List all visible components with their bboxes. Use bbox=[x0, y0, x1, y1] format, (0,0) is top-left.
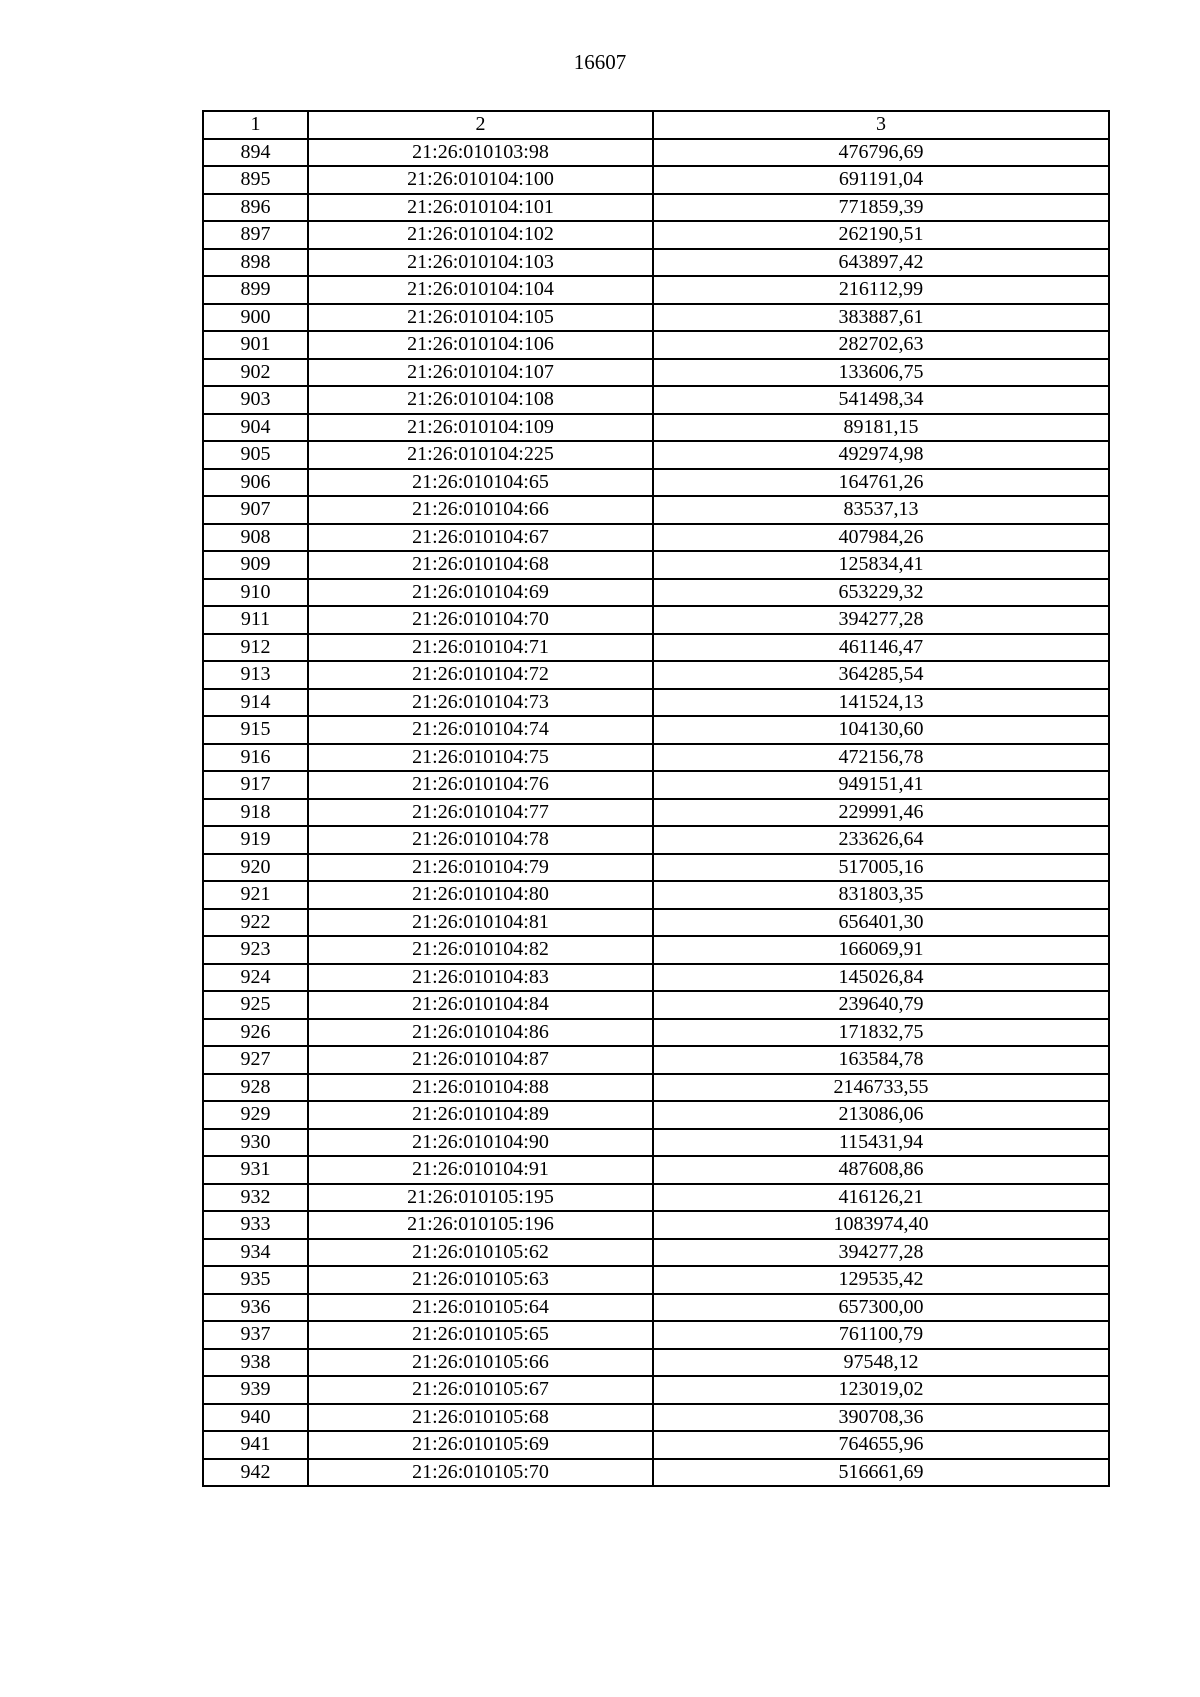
value-cell: 691191,04 bbox=[653, 166, 1109, 194]
value-cell: 141524,13 bbox=[653, 689, 1109, 717]
row-number-cell: 936 bbox=[203, 1294, 308, 1322]
data-table bbox=[202, 110, 1110, 1487]
table-row bbox=[203, 936, 1109, 964]
value-cell: 164761,26 bbox=[653, 469, 1109, 497]
value-cell: 476796,69 bbox=[653, 139, 1109, 167]
row-number-cell: 925 bbox=[203, 991, 308, 1019]
value-cell: 213086,06 bbox=[653, 1101, 1109, 1129]
cadastral-number-cell: 21:26:010104:106 bbox=[308, 331, 653, 359]
value-cell: 831803,35 bbox=[653, 881, 1109, 909]
value-cell: 643897,42 bbox=[653, 249, 1109, 277]
cadastral-number-cell: 21:26:010104:76 bbox=[308, 771, 653, 799]
value-cell: 394277,28 bbox=[653, 606, 1109, 634]
row-number-cell: 942 bbox=[203, 1459, 308, 1487]
row-number-cell: 903 bbox=[203, 386, 308, 414]
value-cell: 2146733,55 bbox=[653, 1074, 1109, 1102]
row-number-cell: 909 bbox=[203, 551, 308, 579]
table-row bbox=[203, 1239, 1109, 1267]
value-cell: 761100,79 bbox=[653, 1321, 1109, 1349]
table-row bbox=[203, 1376, 1109, 1404]
value-cell: 657300,00 bbox=[653, 1294, 1109, 1322]
value-cell: 516661,69 bbox=[653, 1459, 1109, 1487]
table-body bbox=[203, 139, 1109, 1487]
cadastral-number-cell: 21:26:010104:78 bbox=[308, 826, 653, 854]
cadastral-number-cell: 21:26:010104:109 bbox=[308, 414, 653, 442]
cadastral-number-cell: 21:26:010104:104 bbox=[308, 276, 653, 304]
table-row bbox=[203, 1294, 1109, 1322]
value-cell: 771859,39 bbox=[653, 194, 1109, 222]
table-row bbox=[203, 139, 1109, 167]
cadastral-number-cell: 21:26:010104:88 bbox=[308, 1074, 653, 1102]
row-number-cell: 920 bbox=[203, 854, 308, 882]
cadastral-number-cell: 21:26:010104:73 bbox=[308, 689, 653, 717]
cadastral-number-cell: 21:26:010103:98 bbox=[308, 139, 653, 167]
table-row bbox=[203, 469, 1109, 497]
table-row bbox=[203, 1431, 1109, 1459]
row-number-cell: 930 bbox=[203, 1129, 308, 1157]
table-row bbox=[203, 964, 1109, 992]
table-row bbox=[203, 579, 1109, 607]
table-row bbox=[203, 661, 1109, 689]
cadastral-number-cell: 21:26:010105:66 bbox=[308, 1349, 653, 1377]
row-number-cell: 931 bbox=[203, 1156, 308, 1184]
table-row bbox=[203, 1019, 1109, 1047]
table-row bbox=[203, 606, 1109, 634]
value-cell: 517005,16 bbox=[653, 854, 1109, 882]
value-cell: 163584,78 bbox=[653, 1046, 1109, 1074]
value-cell: 487608,86 bbox=[653, 1156, 1109, 1184]
row-number-cell: 933 bbox=[203, 1211, 308, 1239]
table-row bbox=[203, 1046, 1109, 1074]
row-number-cell: 910 bbox=[203, 579, 308, 607]
table-row bbox=[203, 359, 1109, 387]
table-row bbox=[203, 1211, 1109, 1239]
value-cell: 394277,28 bbox=[653, 1239, 1109, 1267]
table-row bbox=[203, 276, 1109, 304]
cadastral-number-cell: 21:26:010104:70 bbox=[308, 606, 653, 634]
table-row bbox=[203, 414, 1109, 442]
table-row bbox=[203, 1404, 1109, 1432]
table-row bbox=[203, 634, 1109, 662]
value-cell: 407984,26 bbox=[653, 524, 1109, 552]
cadastral-number-cell: 21:26:010105:195 bbox=[308, 1184, 653, 1212]
cadastral-number-cell: 21:26:010104:102 bbox=[308, 221, 653, 249]
table-row bbox=[203, 854, 1109, 882]
value-cell: 89181,15 bbox=[653, 414, 1109, 442]
row-number-cell: 923 bbox=[203, 936, 308, 964]
cadastral-number-cell: 21:26:010104:81 bbox=[308, 909, 653, 937]
cadastral-number-cell: 21:26:010104:71 bbox=[308, 634, 653, 662]
value-cell: 171832,75 bbox=[653, 1019, 1109, 1047]
row-number-cell: 926 bbox=[203, 1019, 308, 1047]
row-number-cell: 901 bbox=[203, 331, 308, 359]
value-cell: 653229,32 bbox=[653, 579, 1109, 607]
value-cell: 472156,78 bbox=[653, 744, 1109, 772]
table-row bbox=[203, 386, 1109, 414]
row-number-cell: 899 bbox=[203, 276, 308, 304]
row-number-cell: 939 bbox=[203, 1376, 308, 1404]
value-cell: 233626,64 bbox=[653, 826, 1109, 854]
row-number-cell: 912 bbox=[203, 634, 308, 662]
cadastral-number-cell: 21:26:010104:80 bbox=[308, 881, 653, 909]
row-number-cell: 904 bbox=[203, 414, 308, 442]
table-row bbox=[203, 881, 1109, 909]
value-cell: 492974,98 bbox=[653, 441, 1109, 469]
cadastral-number-cell: 21:26:010104:66 bbox=[308, 496, 653, 524]
table-row bbox=[203, 826, 1109, 854]
table-row bbox=[203, 1266, 1109, 1294]
table-row bbox=[203, 496, 1109, 524]
table-row bbox=[203, 799, 1109, 827]
cadastral-number-cell: 21:26:010104:72 bbox=[308, 661, 653, 689]
value-cell: 97548,12 bbox=[653, 1349, 1109, 1377]
row-number-cell: 916 bbox=[203, 744, 308, 772]
table-row bbox=[203, 689, 1109, 717]
cadastral-number-cell: 21:26:010104:74 bbox=[308, 716, 653, 744]
table-row bbox=[203, 991, 1109, 1019]
cadastral-number-cell: 21:26:010104:107 bbox=[308, 359, 653, 387]
table-row bbox=[203, 744, 1109, 772]
cadastral-number-cell: 21:26:010105:196 bbox=[308, 1211, 653, 1239]
page-number: 16607 bbox=[573, 50, 627, 74]
row-number-cell: 921 bbox=[203, 881, 308, 909]
cadastral-number-cell: 21:26:010104:87 bbox=[308, 1046, 653, 1074]
column-header: 1 bbox=[203, 111, 308, 139]
cadastral-number-cell: 21:26:010105:63 bbox=[308, 1266, 653, 1294]
value-cell: 123019,02 bbox=[653, 1376, 1109, 1404]
row-number-cell: 914 bbox=[203, 689, 308, 717]
cadastral-number-cell: 21:26:010104:91 bbox=[308, 1156, 653, 1184]
row-number-cell: 928 bbox=[203, 1074, 308, 1102]
cadastral-number-cell: 21:26:010104:75 bbox=[308, 744, 653, 772]
row-number-cell: 894 bbox=[203, 139, 308, 167]
table-row bbox=[203, 524, 1109, 552]
cadastral-number-cell: 21:26:010104:82 bbox=[308, 936, 653, 964]
row-number-cell: 898 bbox=[203, 249, 308, 277]
value-cell: 133606,75 bbox=[653, 359, 1109, 387]
row-number-cell: 924 bbox=[203, 964, 308, 992]
value-cell: 282702,63 bbox=[653, 331, 1109, 359]
row-number-cell: 938 bbox=[203, 1349, 308, 1377]
column-header: 2 bbox=[308, 111, 653, 139]
table-header bbox=[203, 111, 1109, 139]
value-cell: 390708,36 bbox=[653, 1404, 1109, 1432]
cadastral-number-cell: 21:26:010105:70 bbox=[308, 1459, 653, 1487]
cadastral-number-cell: 21:26:010104:65 bbox=[308, 469, 653, 497]
cadastral-number-cell: 21:26:010105:62 bbox=[308, 1239, 653, 1267]
table-row bbox=[203, 331, 1109, 359]
row-number-cell: 906 bbox=[203, 469, 308, 497]
row-number-cell: 940 bbox=[203, 1404, 308, 1432]
table-row bbox=[203, 221, 1109, 249]
table-row bbox=[203, 771, 1109, 799]
cadastral-number-cell: 21:26:010104:69 bbox=[308, 579, 653, 607]
cadastral-number-cell: 21:26:010105:68 bbox=[308, 1404, 653, 1432]
cadastral-number-cell: 21:26:010104:225 bbox=[308, 441, 653, 469]
column-header: 3 bbox=[653, 111, 1109, 139]
value-cell: 262190,51 bbox=[653, 221, 1109, 249]
cadastral-number-cell: 21:26:010105:69 bbox=[308, 1431, 653, 1459]
cadastral-number-cell: 21:26:010104:108 bbox=[308, 386, 653, 414]
cadastral-number-cell: 21:26:010104:103 bbox=[308, 249, 653, 277]
cadastral-number-cell: 21:26:010104:100 bbox=[308, 166, 653, 194]
cadastral-number-cell: 21:26:010104:90 bbox=[308, 1129, 653, 1157]
row-number-cell: 935 bbox=[203, 1266, 308, 1294]
value-cell: 216112,99 bbox=[653, 276, 1109, 304]
value-cell: 239640,79 bbox=[653, 991, 1109, 1019]
row-number-cell: 917 bbox=[203, 771, 308, 799]
value-cell: 949151,41 bbox=[653, 771, 1109, 799]
table-row bbox=[203, 909, 1109, 937]
value-cell: 541498,34 bbox=[653, 386, 1109, 414]
value-cell: 1083974,40 bbox=[653, 1211, 1109, 1239]
cadastral-number-cell: 21:26:010104:89 bbox=[308, 1101, 653, 1129]
table-row bbox=[203, 194, 1109, 222]
cadastral-number-cell: 21:26:010104:105 bbox=[308, 304, 653, 332]
row-number-cell: 922 bbox=[203, 909, 308, 937]
cadastral-number-cell: 21:26:010104:67 bbox=[308, 524, 653, 552]
row-number-cell: 918 bbox=[203, 799, 308, 827]
value-cell: 229991,46 bbox=[653, 799, 1109, 827]
value-cell: 764655,96 bbox=[653, 1431, 1109, 1459]
table-row bbox=[203, 1349, 1109, 1377]
row-number-cell: 941 bbox=[203, 1431, 308, 1459]
table-row bbox=[203, 441, 1109, 469]
row-number-cell: 932 bbox=[203, 1184, 308, 1212]
value-cell: 125834,41 bbox=[653, 551, 1109, 579]
table-row bbox=[203, 1321, 1109, 1349]
row-number-cell: 905 bbox=[203, 441, 308, 469]
value-cell: 115431,94 bbox=[653, 1129, 1109, 1157]
table-row bbox=[203, 1129, 1109, 1157]
cadastral-number-cell: 21:26:010104:79 bbox=[308, 854, 653, 882]
cadastral-number-cell: 21:26:010104:84 bbox=[308, 991, 653, 1019]
row-number-cell: 934 bbox=[203, 1239, 308, 1267]
row-number-cell: 937 bbox=[203, 1321, 308, 1349]
value-cell: 364285,54 bbox=[653, 661, 1109, 689]
row-number-cell: 908 bbox=[203, 524, 308, 552]
table-row bbox=[203, 249, 1109, 277]
row-number-cell: 911 bbox=[203, 606, 308, 634]
cadastral-number-cell: 21:26:010104:83 bbox=[308, 964, 653, 992]
row-number-cell: 907 bbox=[203, 496, 308, 524]
row-number-cell: 929 bbox=[203, 1101, 308, 1129]
cadastral-number-cell: 21:26:010104:101 bbox=[308, 194, 653, 222]
cadastral-number-cell: 21:26:010105:64 bbox=[308, 1294, 653, 1322]
value-cell: 83537,13 bbox=[653, 496, 1109, 524]
table-row bbox=[203, 716, 1109, 744]
table-row bbox=[203, 551, 1109, 579]
value-cell: 461146,47 bbox=[653, 634, 1109, 662]
table-row bbox=[203, 166, 1109, 194]
cadastral-number-cell: 21:26:010104:86 bbox=[308, 1019, 653, 1047]
row-number-cell: 927 bbox=[203, 1046, 308, 1074]
table-row bbox=[203, 1074, 1109, 1102]
value-cell: 166069,91 bbox=[653, 936, 1109, 964]
value-cell: 383887,61 bbox=[653, 304, 1109, 332]
value-cell: 104130,60 bbox=[653, 716, 1109, 744]
value-cell: 145026,84 bbox=[653, 964, 1109, 992]
table-row bbox=[203, 1184, 1109, 1212]
row-number-cell: 895 bbox=[203, 166, 308, 194]
table-row bbox=[203, 1156, 1109, 1184]
value-cell: 656401,30 bbox=[653, 909, 1109, 937]
table-row bbox=[203, 1459, 1109, 1487]
row-number-cell: 900 bbox=[203, 304, 308, 332]
cadastral-number-cell: 21:26:010105:67 bbox=[308, 1376, 653, 1404]
cadastral-number-cell: 21:26:010104:77 bbox=[308, 799, 653, 827]
table-row bbox=[203, 1101, 1109, 1129]
row-number-cell: 896 bbox=[203, 194, 308, 222]
cadastral-number-cell: 21:26:010105:65 bbox=[308, 1321, 653, 1349]
row-number-cell: 919 bbox=[203, 826, 308, 854]
row-number-cell: 897 bbox=[203, 221, 308, 249]
cadastral-number-cell: 21:26:010104:68 bbox=[308, 551, 653, 579]
header-row bbox=[203, 111, 1109, 139]
value-cell: 129535,42 bbox=[653, 1266, 1109, 1294]
row-number-cell: 913 bbox=[203, 661, 308, 689]
table-row bbox=[203, 304, 1109, 332]
row-number-cell: 915 bbox=[203, 716, 308, 744]
value-cell: 416126,21 bbox=[653, 1184, 1109, 1212]
row-number-cell: 902 bbox=[203, 359, 308, 387]
